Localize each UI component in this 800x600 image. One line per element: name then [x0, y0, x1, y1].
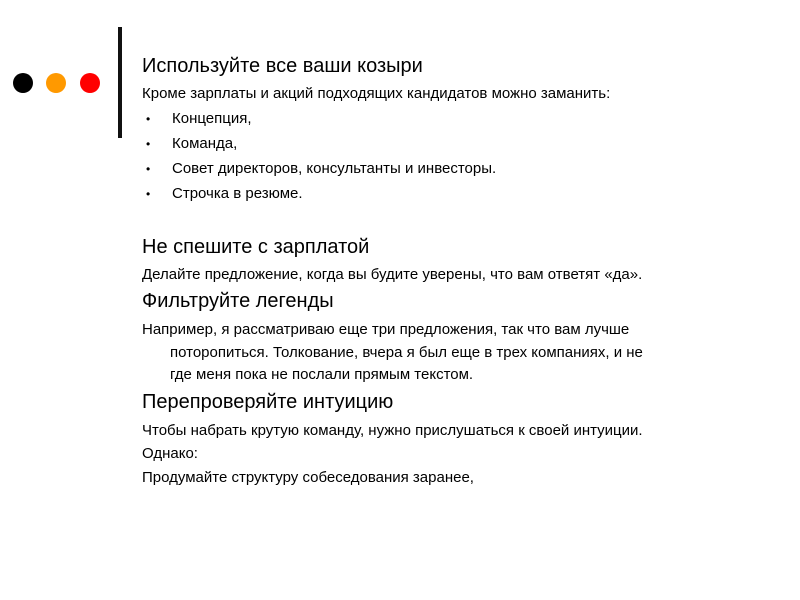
red-dot-decoration: [80, 73, 100, 93]
list-item: Совет директоров, консультанты и инвесторы.: [172, 160, 497, 177]
bullet: •: [146, 162, 151, 176]
section-heading: Не спешите с зарплатой: [142, 236, 370, 258]
body-text: Например, я рассматриваю еще три предложения, так что вам лучше: [142, 321, 630, 338]
bullet: •: [146, 187, 151, 201]
body-text: поторопиться. Толкование, вчера я был еще в трех компаниях, и не: [170, 344, 643, 361]
body-text: Продумайте структуру собеседования заранее,: [142, 469, 474, 486]
bullet: •: [146, 112, 151, 126]
body-text: Чтобы набрать крутую команду, нужно прислушаться к своей интуиции.: [142, 422, 643, 439]
body-text: Делайте предложение, когда вы будите уверены, что вам ответят «да».: [142, 266, 643, 283]
body-text: Однако:: [142, 445, 198, 462]
list-item: Строчка в резюме.: [172, 185, 303, 202]
section-heading: Фильтруйте легенды: [142, 290, 334, 312]
vertical-divider: [118, 27, 122, 138]
orange-dot-decoration: [46, 73, 66, 93]
section-heading: Перепроверяйте интуицию: [142, 391, 394, 413]
bullet: •: [146, 137, 151, 151]
list-item: Команда,: [172, 135, 238, 152]
black-dot-decoration: [13, 73, 33, 93]
section-heading: Используйте все ваши козыри: [142, 55, 423, 77]
body-text: где меня пока не послали прямым текстом.: [170, 366, 474, 383]
body-text: Кроме зарплаты и акций подходящих кандидатов можно заманить:: [142, 85, 611, 102]
list-item: Концепция,: [172, 110, 252, 127]
